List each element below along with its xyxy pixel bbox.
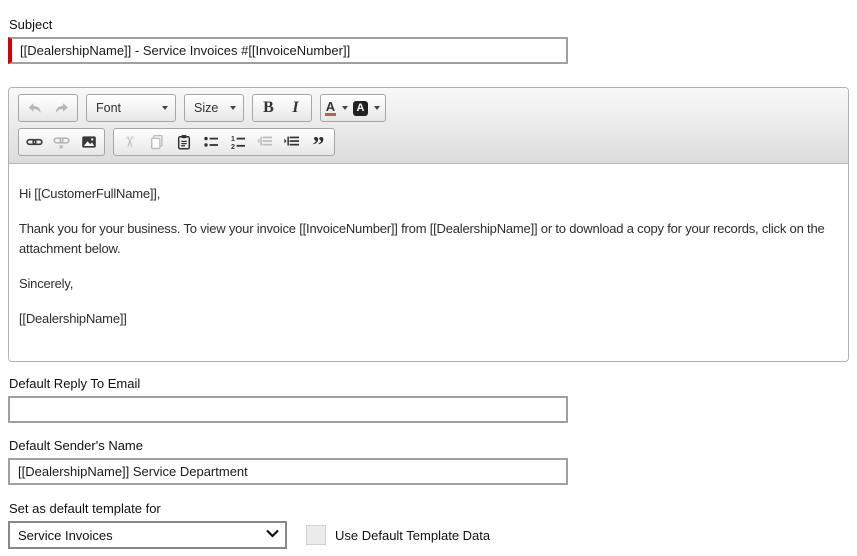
paste-icon (176, 134, 192, 150)
subject-input[interactable] (8, 37, 568, 64)
color-group (320, 94, 386, 122)
font-dropdown-label: Font (96, 101, 122, 115)
paste-button[interactable] (170, 130, 197, 154)
text-color-icon: A (325, 99, 336, 114)
toolbar-row-2 (18, 128, 840, 159)
bold-icon: B (263, 99, 274, 116)
decrease-indent-icon (257, 134, 273, 150)
unlink-icon (53, 134, 70, 150)
subject-label: Subject (9, 17, 53, 32)
link-icon (26, 134, 43, 150)
numbered-list-button[interactable] (224, 130, 251, 154)
numbered-list-icon (230, 134, 246, 150)
undo-redo-group (18, 94, 78, 122)
svg-text:2: 2 (230, 144, 235, 150)
email-paragraph: Thank you for your business. To view your invoice [[InvoiceNumber]] from [[DealershipName]] or to download a copy for your records, click on the attachment below. (19, 221, 825, 256)
toolbar-row-1 (18, 94, 840, 122)
blockquote-button[interactable] (305, 130, 332, 159)
copy-button[interactable] (143, 130, 170, 154)
font-dropdown[interactable] (86, 94, 176, 122)
background-color-icon: A (353, 101, 369, 116)
text-color-button[interactable] (323, 96, 350, 120)
cut-button[interactable] (116, 130, 143, 154)
email-greeting: Hi [[CustomerFullName]], (19, 186, 161, 201)
editor-body[interactable] (9, 164, 848, 361)
copy-icon (149, 134, 165, 150)
undo-button[interactable] (21, 96, 48, 120)
chevron-down-icon (374, 106, 380, 110)
rich-text-editor (8, 87, 849, 362)
bulleted-list-button[interactable] (197, 130, 224, 154)
blockquote-icon: ” (312, 133, 325, 159)
size-dropdown-label: Size (194, 101, 219, 115)
chevron-down-icon (162, 106, 168, 110)
italic-icon: I (292, 99, 299, 116)
bold-italic-group (252, 94, 312, 122)
size-dropdown[interactable] (184, 94, 244, 122)
bulleted-list-icon (203, 134, 219, 150)
email-signature: [[DealershipName]] (19, 311, 127, 326)
image-button[interactable] (75, 130, 102, 154)
chevron-down-icon (230, 106, 236, 110)
use-default-template-checkbox[interactable] (306, 525, 326, 545)
link-button[interactable] (21, 130, 48, 154)
email-closing: Sincerely, (19, 276, 74, 291)
undo-icon (27, 100, 43, 116)
sender-name-label: Default Sender's Name (9, 438, 143, 453)
editor-toolbar (9, 88, 848, 164)
link-image-group (18, 128, 105, 156)
default-template-row (8, 521, 849, 549)
background-color-button[interactable] (350, 96, 383, 120)
reply-to-label: Default Reply To Email (9, 376, 141, 391)
cut-icon: ✂ (120, 135, 139, 149)
image-icon (81, 134, 97, 150)
chevron-down-icon (342, 106, 348, 110)
reply-to-input[interactable] (8, 396, 568, 423)
unlink-button[interactable] (48, 130, 75, 154)
sender-name-input[interactable] (8, 458, 568, 485)
redo-icon (54, 100, 70, 116)
increase-indent-button[interactable] (278, 130, 305, 154)
use-default-template-label[interactable]: Use Default Template Data (335, 527, 491, 543)
template-select[interactable] (8, 521, 287, 549)
default-template-label: Set as default template for (9, 501, 161, 516)
bold-button[interactable] (255, 96, 282, 120)
template-select-wrap (8, 521, 287, 549)
clipboard-list-group (113, 128, 335, 159)
redo-button[interactable] (48, 96, 75, 120)
italic-button[interactable] (282, 96, 309, 120)
increase-indent-icon (284, 134, 300, 150)
decrease-indent-button[interactable] (251, 130, 278, 154)
svg-text:1: 1 (230, 136, 235, 143)
